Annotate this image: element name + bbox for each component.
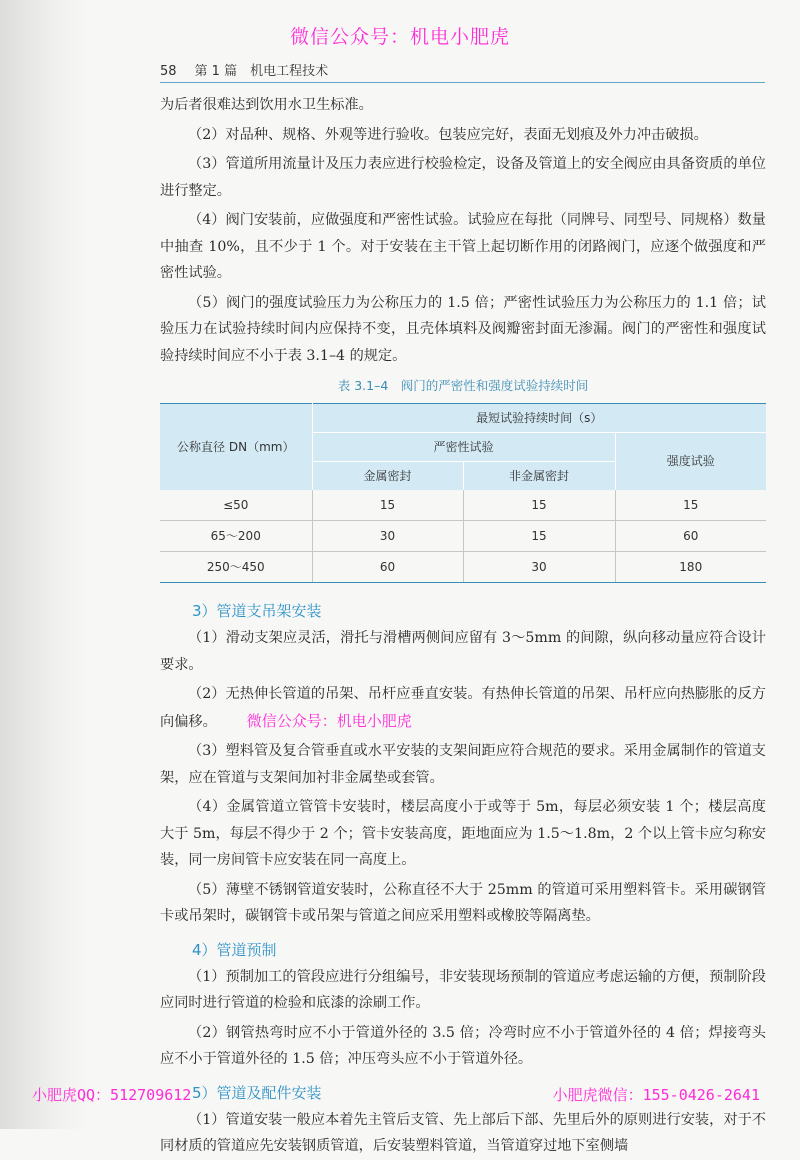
section-heading: 4）管道预制 [192,940,277,959]
page-number: 58 [160,64,177,79]
paragraph: （3）管道所用流量计及压力表应进行校验检定，设备及管道上的安全阀应由具备资质的单位进行整定。 [160,156,766,199]
paragraph: （5）薄壁不锈钢管道安装时，公称直径不大于 25mm 的管道可采用塑料管卡。采用碳钢管卡或吊架时，碳钢管卡或吊架与管道之间应采用塑料或橡胶等隔离垫。 [160,881,766,924]
header-nonmetal-seal: 非金属密封 [463,462,615,491]
paragraph: 为后者很难达到饮用水卫生标准。 [160,97,373,113]
footer-wechat: 小肥虎微信：155-0426-2641 [552,1086,760,1104]
cell-metal: 60 [312,552,463,583]
paragraph-text: （2）无热伸长管道的吊架、吊杆应垂直安装。有热伸长管道的吊架、吊杆应向热膨胀的反方向偏移。 [160,686,766,730]
paragraph: （1）管道安装一般应本着先主管后支管、先上部后下部、先里后外的原则进行安装，对于不同材质的管道应先安装钢质管道，后安装塑料管道，当管道穿过地下室侧墙 [160,1111,766,1154]
cell-dn: 250～450 [160,552,312,583]
cell-metal: 30 [312,521,463,552]
section-heading: 5）管道及配件安装 [192,1083,322,1102]
paragraph: （1）滑动支架应灵活，滑托与滑槽两侧间应留有 3～5mm 的间隙，纵向移动量应符合设计要求。 [160,630,766,673]
table-row [160,552,766,583]
paragraph: （1）预制加工的管段应进行分组编号，非安装现场预制的管道应考虑运输的方便，预制阶段应同时进行管道的检验和底漆的涂刷工作。 [160,968,766,1011]
valve-test-table [160,403,766,583]
cell-strength: 60 [615,521,766,552]
paragraph: （2）对品种、规格、外观等进行验收。包装应完好，表面无划痕及外力冲击破损。 [188,126,708,143]
table-row [160,521,766,552]
table-caption: 表 3.1–4 阀门的严密性和强度试验持续时间 [337,378,589,393]
paragraph: （3）塑料管及复合管垂直或水平安装的支架间距应符合规范的要求。采用金属制作的管道支架，应在管道与支架间加衬非金属垫或套管。 [160,743,766,786]
page-content [160,92,766,1160]
cell-nonmetal: 30 [463,552,615,583]
section-heading: 3）管道支吊架安装 [192,602,322,620]
cell-strength: 15 [615,490,766,521]
cell-dn: ≤50 [160,490,312,521]
footer-watermark [0,1084,800,1108]
cell-dn: 65～200 [160,521,312,552]
cell-strength: 180 [615,552,766,583]
paragraph: （2）钢管热弯时应不小于管道外径的 3.5 倍；冷弯时应不小于管道外径的 4 倍；焊接弯头应不小于管道外径的 1.5 倍；冲压弯头应不小于管道外径。 [160,1024,766,1067]
cell-nonmetal: 15 [463,490,615,521]
cell-metal: 15 [312,490,463,521]
header-strength: 强度试验 [615,433,766,491]
running-head [160,60,765,83]
watermark-inline: 微信公众号：机电小肥虎 [246,711,412,730]
watermark-top: 微信公众号：机电小肥虎 [289,26,510,48]
header-metal-seal: 金属密封 [312,462,463,491]
paragraph [160,681,766,735]
part-title: 第 1 篇 机电工程技术 [194,64,329,79]
header-min-duration: 最短试验持续时间（s） [312,404,766,433]
cell-nonmetal: 15 [463,521,615,552]
paragraph: （4）阀门安装前，应做强度和严密性试验。试验应在每批（同牌号、同型号、同规格）数量中抽查 10%，且不少于 1 个。对于安装在主干管上起切断作用的闭路阀门，应逐个做强度和严密性试验。 [160,212,766,281]
header-tightness: 严密性试验 [312,433,615,462]
header-dn: 公称直径 DN（mm） [160,404,312,491]
footer-qq: 小肥虎QQ：512709612 [32,1086,192,1104]
paragraph: （4）金属管道立管管卡安装时，楼层高度小于或等于 5m，每层必须安装 1 个；楼层高度大于 5m，每层不得少于 2 个；管卡安装高度，距地面应为 1.5～1.8m，2 个以上管卡应匀称安装，同一房间管卡应安装在同一高度上。 [160,799,766,868]
table-row [160,490,766,521]
paragraph: （5）阀门的强度试验压力为公称压力的 1.5 倍；严密性试验压力为公称压力的 1.1 倍；试验压力在试验持续时间内应保持不变，且壳体填料及阀瓣密封面无渗漏。阀门的严密性和强度试验持续时间应不小于表 3.1–4 的规定。 [160,294,766,364]
page-binding-shadow [0,0,90,1129]
